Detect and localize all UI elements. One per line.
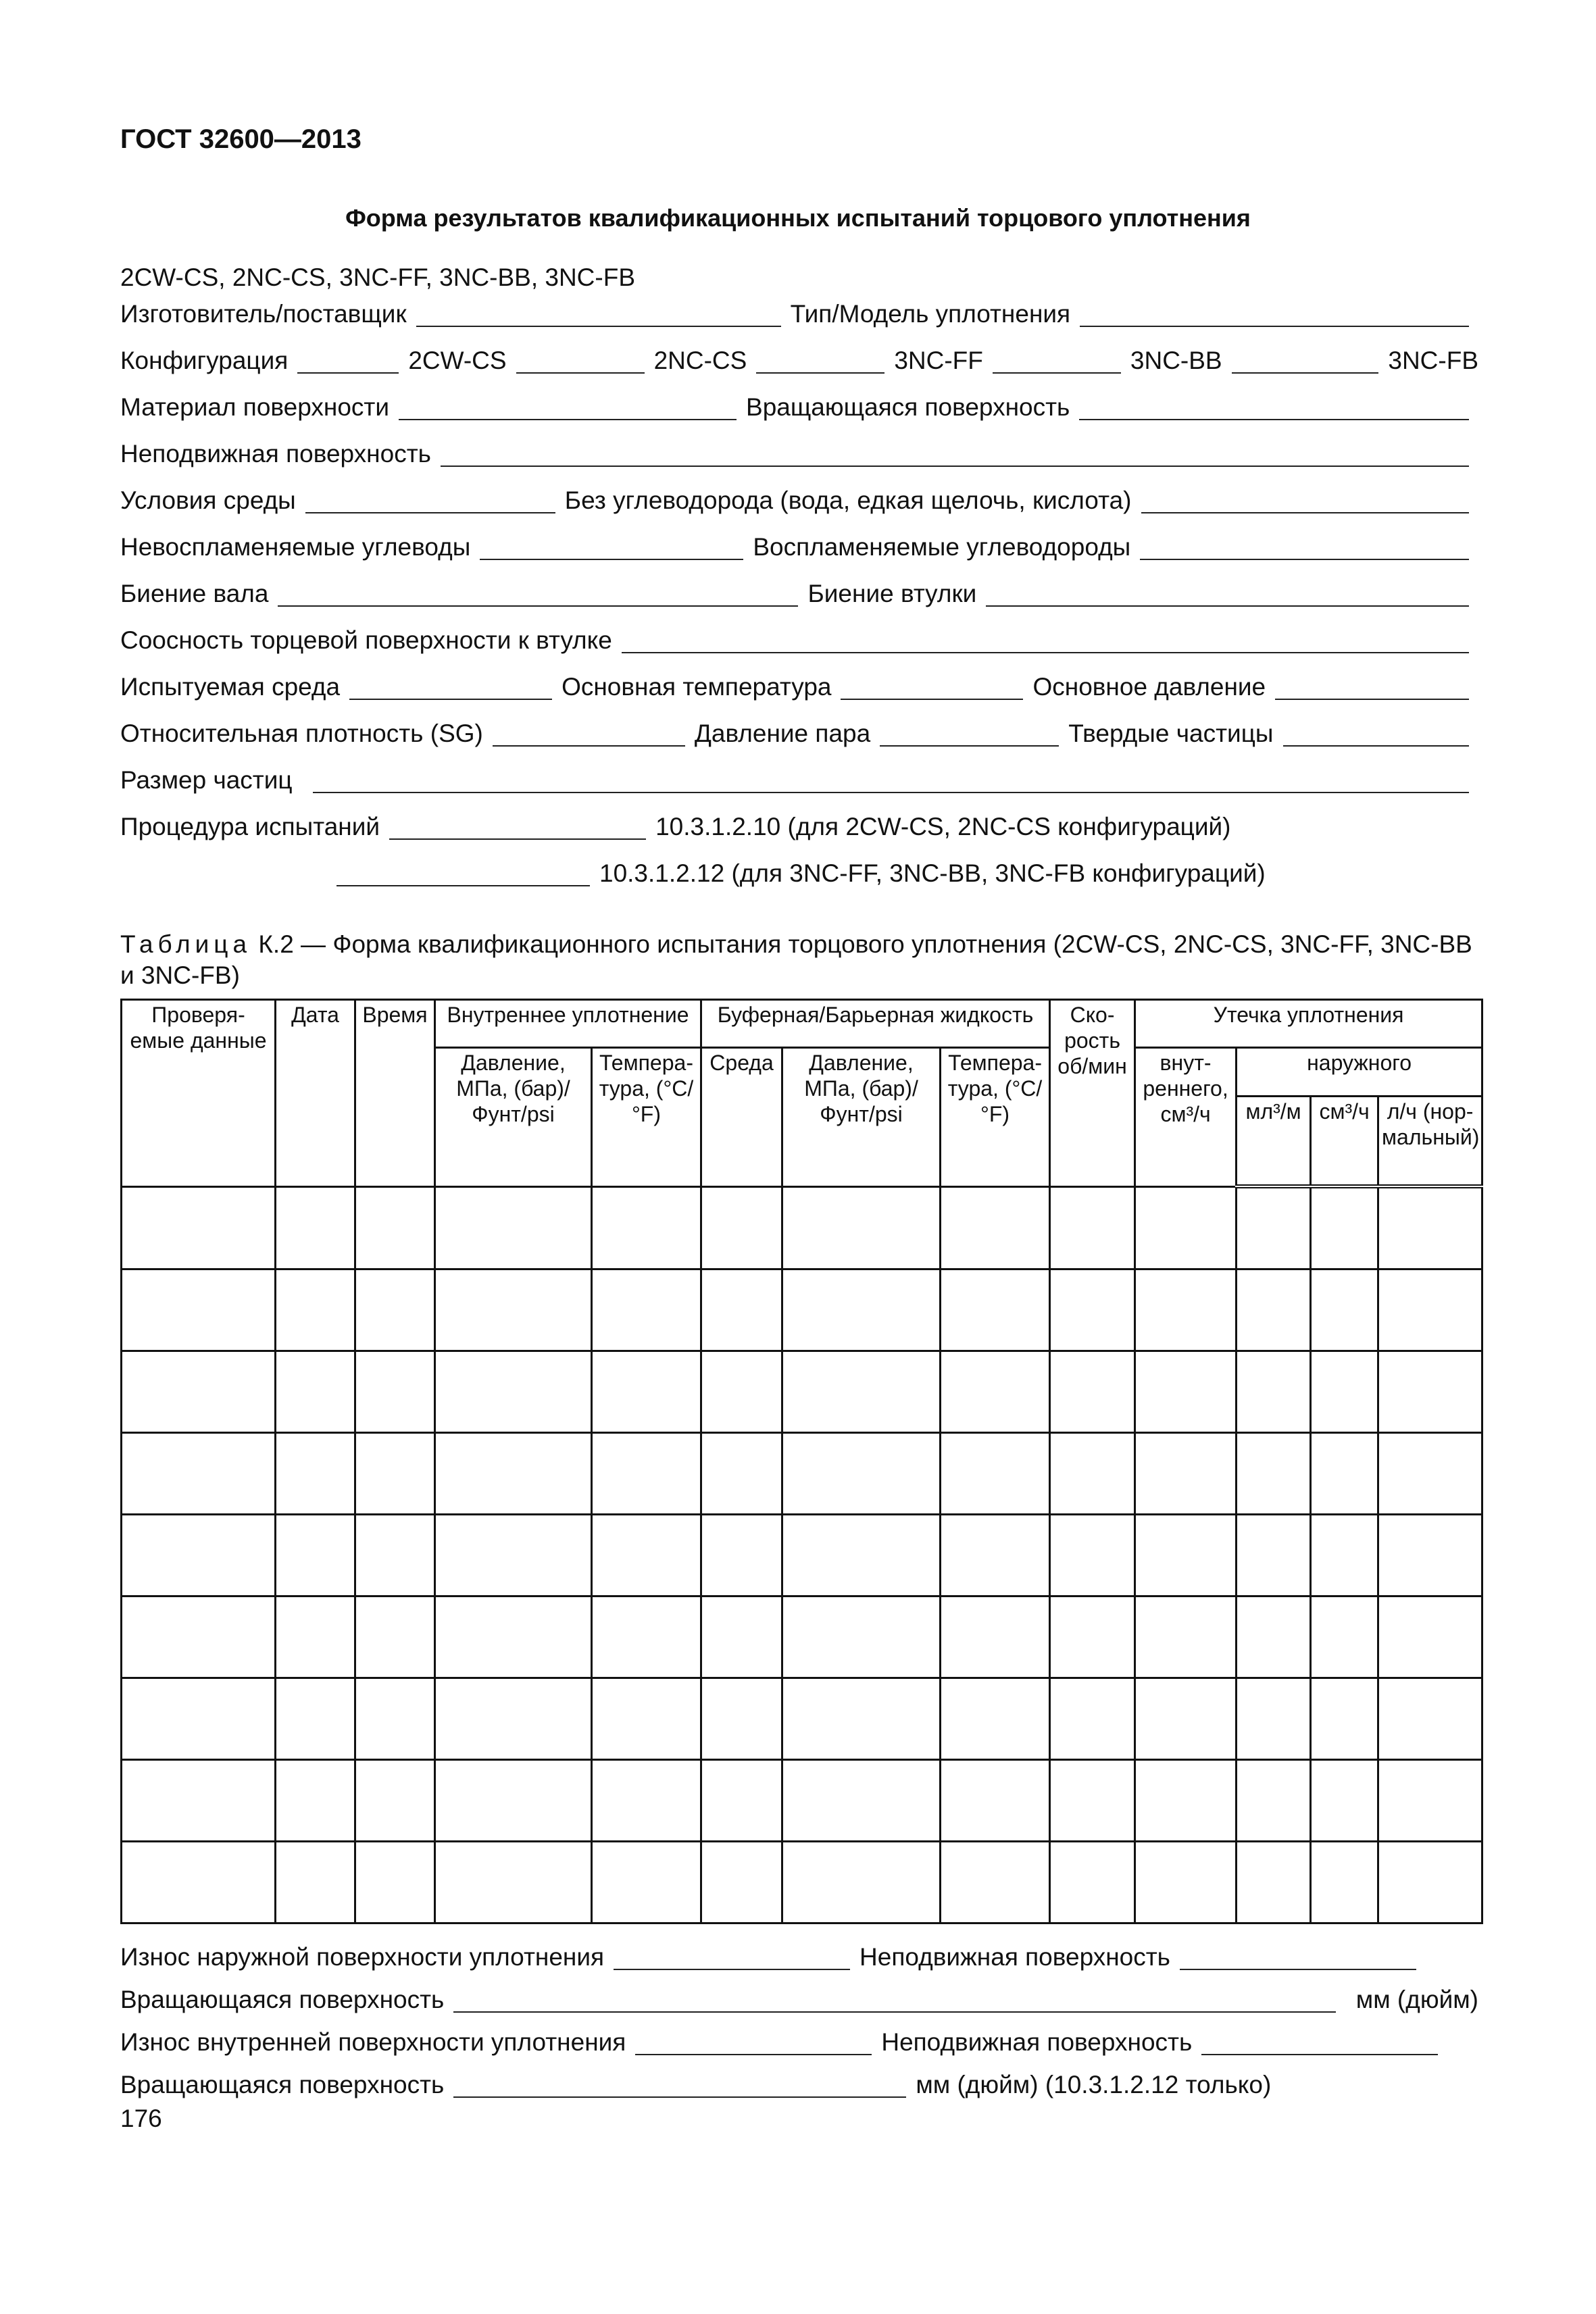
standard-header: ГОСТ 32600—2013 bbox=[120, 124, 361, 154]
form-line-manufacturer bbox=[120, 296, 1478, 335]
field-stationary-face[interactable] bbox=[441, 466, 1469, 467]
label-proc-1: 10.3.1.2.10 (для 2CW-CS, 2NC-CS конфигураций) bbox=[655, 813, 1231, 840]
page-number: 176 bbox=[120, 2105, 162, 2132]
footer-line-inner-wear bbox=[120, 2024, 1478, 2063]
footer-line-outer-rotating bbox=[120, 1982, 1478, 2021]
form-line-alignment bbox=[120, 622, 1478, 661]
header-temp-buffer: Темпера-тура, (°C/°F) bbox=[941, 1048, 1050, 1186]
field-face-material[interactable] bbox=[399, 419, 737, 420]
label-base-pressure: Основное давление bbox=[1032, 673, 1266, 701]
label-inner-rotating: Вращающаяся поверхность bbox=[120, 2071, 445, 2098]
label-cfg-2nc-cs: 2NC-CS bbox=[653, 347, 747, 374]
field-shaft-runout[interactable] bbox=[278, 605, 798, 607]
header-checked-data: Проверя-емые данные bbox=[122, 1000, 276, 1187]
field-cfg-3nc-ff[interactable] bbox=[993, 372, 1121, 374]
table-row bbox=[122, 1186, 1482, 1269]
field-outer-rotating[interactable] bbox=[453, 2011, 1335, 2013]
field-non-flammable[interactable] bbox=[480, 559, 743, 560]
label-face-alignment: Соосность торцевой поверхности к втулке bbox=[120, 626, 612, 654]
table-row bbox=[122, 1596, 1482, 1678]
form-line-test-fluid bbox=[120, 669, 1478, 708]
header-l-h: л/ч (нор-мальный) bbox=[1378, 1096, 1482, 1186]
table-caption-text: К.2 — Форма квалификационного испытания торцового уплотнения (2CW-CS, 2NC-CS, 3NC-FF, 3NC-BB и 3NC-FB) bbox=[120, 930, 1472, 989]
form-subtitle: 2CW-CS, 2NC-CS, 3NC-FF, 3NC-BB, 3NC-FB bbox=[120, 263, 636, 291]
header-pressure-inner: Давление, МПа, (бар)/Фунт/psi bbox=[435, 1048, 592, 1186]
label-test-fluid: Испытуемая среда bbox=[120, 673, 341, 701]
label-seal-model: Тип/Модель уплотнения bbox=[790, 300, 1071, 328]
label-vapor-pressure: Давление пара bbox=[694, 720, 871, 747]
header-inner-seal: Внутреннее уплотнение bbox=[435, 1000, 701, 1048]
label-outer-rotating: Вращающаяся поверхность bbox=[120, 1986, 445, 2013]
field-manufacturer[interactable] bbox=[416, 326, 781, 327]
form-line-face-material bbox=[120, 389, 1478, 428]
label-rotating-face: Вращающаяся поверхность bbox=[746, 393, 1070, 421]
header-seal-leakage: Утечка уплотнения bbox=[1135, 1000, 1482, 1048]
field-sg[interactable] bbox=[493, 745, 685, 747]
field-cfg-2nc-cs[interactable] bbox=[756, 372, 884, 374]
label-config: Конфигурация bbox=[120, 347, 289, 374]
label-face-material: Материал поверхности bbox=[120, 393, 390, 421]
table-row bbox=[122, 1433, 1482, 1515]
label-inner-wear: Износ внутренней поверхности уплотнения bbox=[120, 2028, 626, 2056]
table-row bbox=[122, 1760, 1482, 1842]
table-row bbox=[122, 1842, 1482, 1923]
label-sleeve-runout: Биение втулки bbox=[807, 580, 977, 607]
label-mm-inch-only: мм (дюйм) (10.3.1.2.12 только) bbox=[916, 2071, 1272, 2098]
footer-line-inner-rotating bbox=[120, 2067, 1478, 2106]
field-base-temp[interactable] bbox=[841, 699, 1023, 700]
header-pressure-buffer: Давление, МПа, (бар)/Фунт/psi bbox=[782, 1048, 941, 1186]
field-config-blank[interactable] bbox=[297, 372, 399, 374]
field-non-hydrocarbon[interactable] bbox=[1141, 512, 1470, 513]
form-line-procedure bbox=[120, 809, 1478, 848]
header-speed: Ско-рость об/мин bbox=[1050, 1000, 1135, 1187]
field-procedure-2[interactable] bbox=[336, 885, 590, 886]
label-cfg-3nc-bb: 3NC-BB bbox=[1130, 347, 1222, 374]
form-line-particle-size bbox=[120, 762, 1478, 801]
form-line-environment bbox=[120, 482, 1478, 522]
label-inner-stationary: Неподвижная поверхность bbox=[881, 2028, 1193, 2056]
label-outer-stationary: Неподвижная поверхность bbox=[859, 1943, 1170, 1971]
field-cfg-3nc-bb[interactable] bbox=[1232, 372, 1379, 374]
label-cfg-2cw-cs: 2CW-CS bbox=[408, 347, 507, 374]
field-test-fluid[interactable] bbox=[349, 699, 552, 700]
footer-line-outer-wear bbox=[120, 1939, 1478, 1978]
qualification-test-table bbox=[120, 999, 1483, 1924]
label-sg: Относительная плотность (SG) bbox=[120, 720, 483, 747]
table-row bbox=[122, 1678, 1482, 1760]
field-procedure-1[interactable] bbox=[389, 838, 646, 840]
table-caption-label: Таблица bbox=[120, 930, 252, 958]
form-line-hydrocarbons bbox=[120, 529, 1478, 568]
label-shaft-runout: Биение вала bbox=[120, 580, 269, 607]
table-row bbox=[122, 1515, 1482, 1596]
field-particle-size[interactable] bbox=[313, 792, 1469, 793]
field-vapor-pressure[interactable] bbox=[880, 745, 1059, 747]
header-inner-leak: внут-реннего, см³/ч bbox=[1135, 1048, 1237, 1186]
label-mm-inch: мм (дюйм) bbox=[1355, 1986, 1478, 2013]
header-time: Время bbox=[355, 1000, 435, 1187]
field-sleeve-runout[interactable] bbox=[986, 605, 1469, 607]
field-environment[interactable] bbox=[305, 512, 555, 513]
form-line-runout bbox=[120, 576, 1478, 615]
field-cfg-2cw-cs[interactable] bbox=[516, 372, 645, 374]
label-particle-size: Размер частиц bbox=[120, 766, 293, 794]
label-environment: Условия среды bbox=[120, 486, 296, 514]
header-outer-leak: наружного bbox=[1237, 1048, 1482, 1096]
header-cm3-h: см³/ч bbox=[1311, 1096, 1378, 1186]
table-row bbox=[122, 1351, 1482, 1433]
label-flammable: Воспламеняемые углеводороды bbox=[753, 533, 1131, 561]
field-base-pressure[interactable] bbox=[1275, 699, 1469, 700]
label-proc-2: 10.3.1.2.12 (для 3NC-FF, 3NC-BB, 3NC-FB конфигураций) bbox=[599, 859, 1266, 887]
label-test-procedure: Процедура испытаний bbox=[120, 813, 380, 840]
field-outer-wear[interactable] bbox=[614, 1969, 850, 1970]
label-cfg-3nc-fb: 3NC-FB bbox=[1388, 347, 1478, 374]
field-solids[interactable] bbox=[1283, 745, 1469, 747]
field-face-alignment[interactable] bbox=[622, 652, 1469, 653]
table-caption bbox=[120, 929, 1478, 991]
header-medium: Среда bbox=[701, 1048, 782, 1186]
field-inner-stationary[interactable] bbox=[1201, 2054, 1438, 2055]
header-ml-min: мл³/м bbox=[1237, 1096, 1311, 1186]
form-line-sg bbox=[120, 715, 1478, 755]
header-buffer-fluid: Буферная/Барьерная жидкость bbox=[701, 1000, 1050, 1048]
field-flammable[interactable] bbox=[1140, 559, 1469, 560]
field-rotating-face[interactable] bbox=[1079, 419, 1469, 420]
field-seal-model[interactable] bbox=[1080, 326, 1469, 327]
label-cfg-3nc-ff: 3NC-FF bbox=[894, 347, 983, 374]
label-solids: Твердые частицы bbox=[1068, 720, 1274, 747]
header-date: Дата bbox=[276, 1000, 355, 1187]
form-line-stationary-face bbox=[120, 436, 1478, 475]
header-temp-inner: Темпера-тура, (°C/°F) bbox=[592, 1048, 701, 1186]
label-base-temp: Основная температура bbox=[562, 673, 832, 701]
field-inner-wear[interactable] bbox=[635, 2054, 872, 2055]
form-line-config bbox=[120, 343, 1478, 382]
label-non-hydrocarbon: Без углеводорода (вода, едкая щелочь, кислота) bbox=[564, 486, 1132, 514]
label-outer-wear: Износ наружной поверхности уплотнения bbox=[120, 1943, 605, 1971]
field-outer-stationary[interactable] bbox=[1180, 1969, 1416, 1970]
form-line-procedure-2 bbox=[336, 855, 1478, 895]
label-stationary-face: Неподвижная поверхность bbox=[120, 440, 431, 468]
table-row bbox=[122, 1269, 1482, 1351]
label-non-flammable: Невоспламеняемые углеводы bbox=[120, 533, 471, 561]
label-manufacturer: Изготовитель/поставщик bbox=[120, 300, 407, 328]
form-title: Форма результатов квалификационных испытаний торцового уплотнения bbox=[345, 204, 1251, 232]
field-inner-rotating[interactable] bbox=[453, 2096, 906, 2098]
